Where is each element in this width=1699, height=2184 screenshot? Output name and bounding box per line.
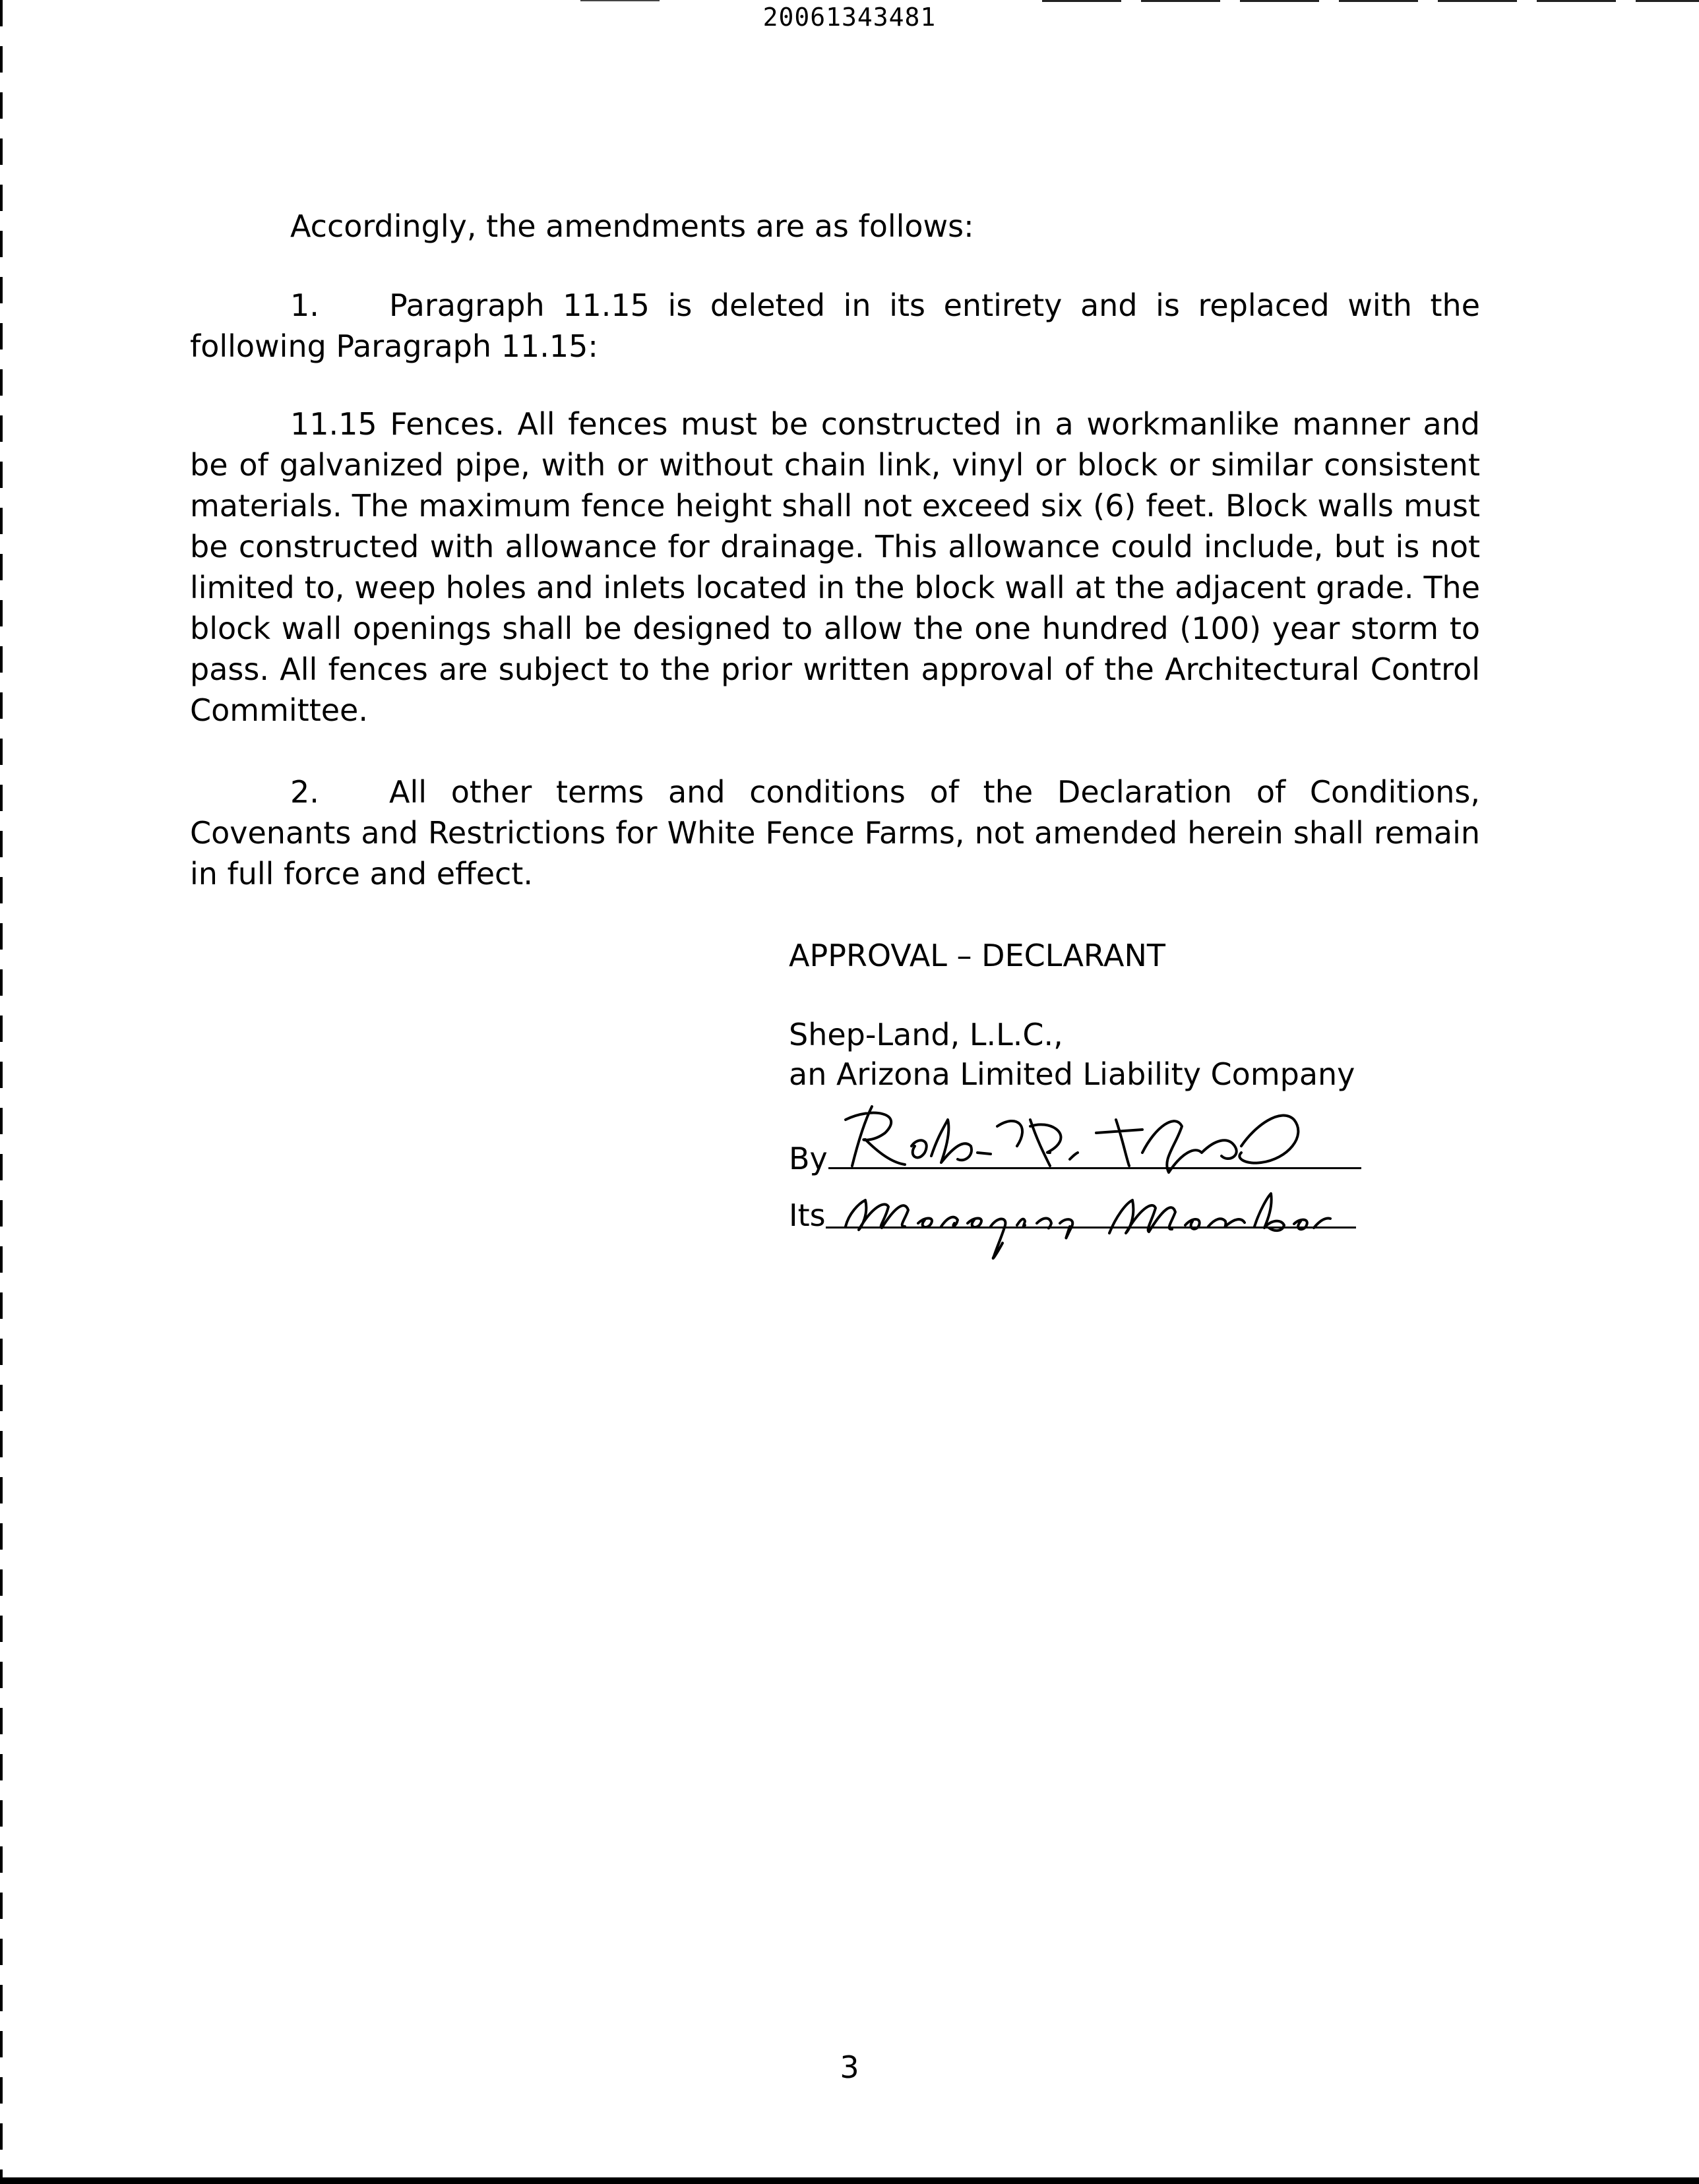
approval-heading: APPROVAL – DECLARANT (789, 938, 1166, 973)
intro-paragraph: Accordingly, the amendments are as follows: (290, 208, 974, 244)
item-1-number: 1. (290, 288, 319, 323)
its-signature (832, 1180, 1334, 1266)
by-label: By (789, 1141, 828, 1176)
amendment-item-2 (190, 772, 1480, 894)
by-signature (832, 1100, 1320, 1179)
company-description: an Arizona Limited Liability Company (789, 1056, 1355, 1092)
item-2-number: 2. (290, 774, 319, 810)
scan-edge-bottom (0, 2177, 1699, 2184)
its-label: Its (789, 1198, 826, 1233)
scan-edge-top-left (580, 0, 660, 1)
company-name: Shep-Land, L.L.C., (789, 1017, 1063, 1052)
page-number: 3 (840, 2049, 859, 2085)
scan-edge-left (0, 0, 3, 2184)
item-2-text: All other terms and conditions of the Declaration of Conditions, Covenants and Restrictions for White Fence Farms, not amended herein shall remain in full force and effect. (190, 774, 1480, 892)
document-number: 20061343481 (762, 3, 937, 32)
scan-edge-top-right (1042, 0, 1699, 2)
item-1-text: Paragraph 11.15 is deleted in its entirety and is replaced with the following Paragraph 11.15: (190, 288, 1480, 364)
paragraph-11-15: 11.15 Fences. All fences must be constructed in a workmanlike manner and be of galvanized pipe, with or without chain link, vinyl or block or similar consistent materials. The maximum fence height shall not exceed six (6) feet. Block walls must be constructed with allowance for drainage. This allowance could include, but is not limited to, weep holes and inlets located in the block wall at the adjacent grade. The block wall openings shall be designed to allow the one hundred (100) year storm to pass. All fences are subject to the prior written approval of the Architectural Control Committee. (190, 406, 1480, 728)
amendment-item-1 (190, 285, 1480, 367)
